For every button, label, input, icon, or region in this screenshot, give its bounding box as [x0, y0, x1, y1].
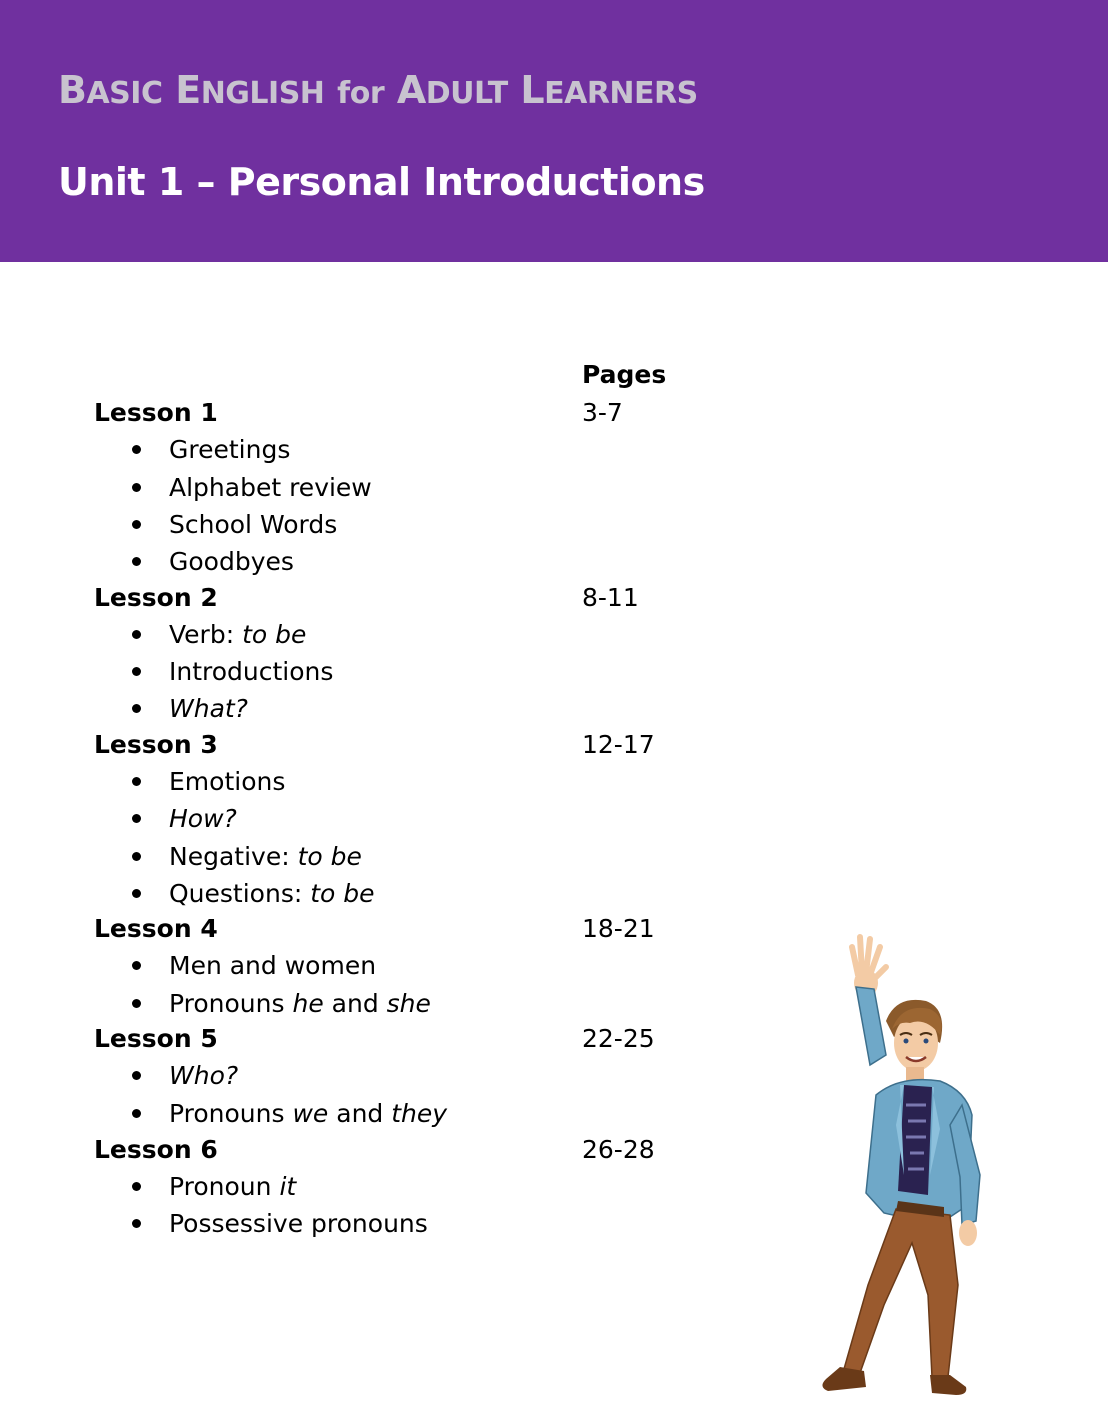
bullet-icon	[132, 483, 141, 492]
list-item: Greetings	[132, 435, 290, 464]
lesson-pages: 8-11	[582, 583, 639, 612]
list-item: Pronouns he and she	[132, 989, 431, 1018]
list-item: Possessive pronouns	[132, 1209, 428, 1238]
list-item: Introductions	[132, 657, 333, 686]
lesson-title: Lesson 5	[94, 1024, 218, 1053]
lesson-pages: 12-17	[582, 730, 655, 759]
list-item: Emotions	[132, 767, 285, 796]
lesson-title: Lesson 2	[94, 583, 218, 612]
bullet-icon	[132, 520, 141, 529]
lesson-pages: 3-7	[582, 398, 623, 427]
list-item: Men and women	[132, 951, 376, 980]
list-item: Verb: to be	[132, 620, 306, 649]
bullet-icon	[132, 704, 141, 713]
bullet-icon	[132, 1109, 141, 1118]
lesson-title: Lesson 4	[94, 914, 218, 943]
lesson-pages: 26-28	[582, 1135, 655, 1164]
bullet-icon	[132, 1219, 141, 1228]
list-item: Goodbyes	[132, 547, 294, 576]
bullet-icon	[132, 852, 141, 861]
waving-man-illustration	[800, 925, 990, 1395]
bullet-icon	[132, 1071, 141, 1080]
list-item: Negative: to be	[132, 842, 362, 871]
lesson-title: Lesson 3	[94, 730, 218, 759]
list-item: Pronoun it	[132, 1172, 296, 1201]
series-title: BASIC ENGLISH for ADULT LEARNERS	[58, 68, 698, 112]
bullet-icon	[132, 445, 141, 454]
bullet-icon	[132, 630, 141, 639]
bullet-icon	[132, 667, 141, 676]
pages-column-heading: Pages	[582, 360, 667, 389]
lesson-title: Lesson 6	[94, 1135, 218, 1164]
bullet-icon	[132, 1182, 141, 1191]
lesson-pages: 22-25	[582, 1024, 655, 1053]
bullet-icon	[132, 889, 141, 898]
list-item: How?	[132, 804, 237, 833]
lesson-title: Lesson 1	[94, 398, 218, 427]
lesson-pages: 18-21	[582, 914, 655, 943]
list-item: Who?	[132, 1061, 238, 1090]
list-item: School Words	[132, 510, 337, 539]
list-item: Alphabet review	[132, 473, 372, 502]
bullet-icon	[132, 999, 141, 1008]
list-item: Questions: to be	[132, 879, 375, 908]
unit-title: Unit 1 – Personal Introductions	[58, 160, 705, 204]
list-item: Pronouns we and they	[132, 1099, 447, 1128]
bullet-icon	[132, 961, 141, 970]
bullet-icon	[132, 557, 141, 566]
list-item: What?	[132, 694, 248, 723]
bullet-icon	[132, 814, 141, 823]
header-banner	[0, 0, 1108, 262]
bullet-icon	[132, 777, 141, 786]
